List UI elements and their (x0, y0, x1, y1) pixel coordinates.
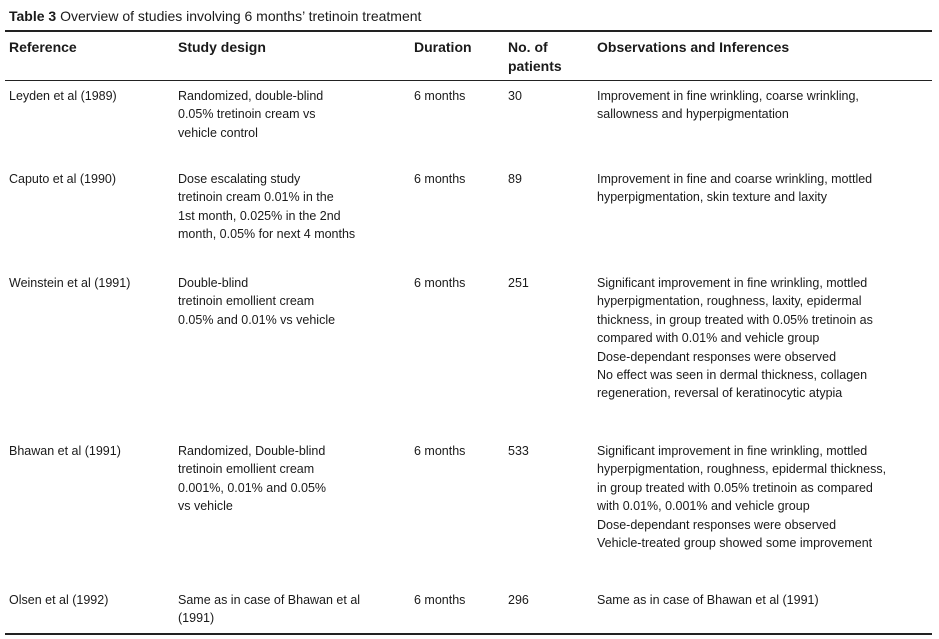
cell-study-design (178, 591, 360, 628)
cell-observations (597, 274, 873, 403)
cell-observations (597, 87, 859, 124)
cell-observations-line: Same as in case of Bhawan et al (1991) (597, 593, 819, 607)
cell-observations-line: Dose-dependant responses were observed (597, 349, 837, 364)
cell-duration-line: 6 months (414, 593, 466, 607)
cell-observations-line: Vehicle-treated group showed some improvement (597, 536, 873, 551)
cell-observations (597, 591, 819, 609)
cell-reference-line: Caputo et al (1990) (9, 172, 117, 186)
cell-observations-line: Significant improvement in fine wrinkling, mottled (597, 444, 868, 458)
cell-study-design-line: tretinoin emollient cream (178, 294, 315, 309)
cell-reference (9, 442, 121, 460)
cell-study-design-line: tretinoin emollient cream (178, 462, 315, 477)
cell-study-design (178, 87, 323, 142)
table-title: Overview of studies involving 6 months’ tretinoin treatment (60, 8, 422, 24)
cell-study-design-line: Same as in case of Bhawan et al (178, 593, 361, 607)
cell-study-design-line: (1991) (178, 611, 215, 626)
cell-reference-line: Leyden et al (1989) (9, 89, 117, 103)
cell-observations-line: thickness, in group treated with 0.05% tretinoin as (597, 312, 873, 327)
cell-study-design-line: Dose escalating study (178, 172, 301, 186)
table-number: Table 3 (9, 8, 57, 24)
cell-duration-line: 6 months (414, 276, 466, 290)
cell-no-of-patients-line: 251 (508, 276, 529, 290)
header-no-of-patients-line-1: No. of (508, 39, 548, 55)
cell-reference-line: Olsen et al (1992) (9, 593, 109, 607)
cell-duration (414, 87, 465, 105)
cell-reference (9, 591, 108, 609)
cell-study-design-line: Randomized, Double-blind (178, 444, 326, 458)
cell-observations (597, 170, 872, 207)
cell-observations-line: in group treated with 0.05% tretinoin as compared (597, 480, 873, 495)
header-study-design: Study design (178, 39, 266, 55)
cell-study-design (178, 170, 355, 244)
cell-observations-line: with 0.01%, 0.001% and vehicle group (597, 499, 810, 514)
cell-observations-line: hyperpigmentation, roughness, laxity, epidermal (597, 294, 862, 309)
cell-study-design-line: 1st month, 0.025% in the 2nd (178, 208, 341, 223)
cell-observations (597, 442, 886, 552)
cell-no-of-patients (508, 274, 529, 292)
cell-reference-line: Bhawan et al (1991) (9, 444, 121, 458)
cell-observations-line: Dose-dependant responses were observed (597, 517, 837, 532)
cell-duration (414, 591, 465, 609)
cell-no-of-patients-line: 296 (508, 593, 529, 607)
cell-study-design (178, 442, 326, 516)
header-observations: Observations and Inferences (597, 39, 790, 55)
cell-no-of-patients (508, 170, 522, 188)
cell-no-of-patients-line: 89 (508, 172, 522, 186)
cell-observations-line: compared with 0.01% and vehicle group (597, 331, 820, 346)
cell-study-design (178, 274, 335, 329)
cell-duration (414, 442, 465, 460)
header-rule (5, 80, 932, 81)
header-no-of-patients (508, 38, 562, 76)
cell-study-design-line: 0.05% and 0.01% vs vehicle (178, 312, 336, 327)
cell-reference (9, 87, 117, 105)
table-caption (9, 7, 421, 25)
cell-reference (9, 170, 116, 188)
header-duration: Duration (414, 39, 472, 55)
cell-observations-line: Improvement in fine and coarse wrinkling, mottled (597, 172, 873, 186)
top-rule (5, 30, 932, 32)
cell-observations-line: Significant improvement in fine wrinkling, mottled (597, 276, 868, 290)
cell-duration (414, 274, 465, 292)
cell-study-design-line: 0.001%, 0.01% and 0.05% (178, 480, 327, 495)
cell-study-design-line: Randomized, double-blind (178, 89, 324, 103)
cell-no-of-patients (508, 87, 522, 105)
cell-duration-line: 6 months (414, 444, 466, 458)
cell-study-design-line: vs vehicle (178, 499, 233, 514)
cell-observations-line: hyperpigmentation, roughness, epidermal thickness, (597, 462, 887, 477)
header-no-of-patients-line-2: patients (508, 58, 562, 74)
cell-reference (9, 274, 130, 292)
cell-study-design-line: 0.05% tretinoin cream vs (178, 107, 316, 122)
cell-study-design-line: month, 0.05% for next 4 months (178, 227, 356, 242)
cell-no-of-patients-line: 533 (508, 444, 529, 458)
cell-observations-line: hyperpigmentation, skin texture and laxity (597, 190, 827, 205)
cell-no-of-patients (508, 591, 529, 609)
cell-duration-line: 6 months (414, 89, 466, 103)
cell-observations-line: sallowness and hyperpigmentation (597, 107, 789, 122)
cell-no-of-patients (508, 442, 529, 460)
header-reference: Reference (9, 39, 77, 55)
cell-study-design-line: vehicle control (178, 125, 258, 140)
cell-reference-line: Weinstein et al (1991) (9, 276, 131, 290)
bottom-rule (5, 633, 932, 635)
cell-duration-line: 6 months (414, 172, 466, 186)
cell-study-design-line: tretinoin cream 0.01% in the (178, 190, 334, 205)
cell-observations-line: No effect was seen in dermal thickness, collagen (597, 368, 868, 383)
cell-duration (414, 170, 465, 188)
cell-observations-line: Improvement in fine wrinkling, coarse wrinkling, (597, 89, 859, 103)
cell-study-design-line: Double-blind (178, 276, 249, 290)
cell-observations-line: regeneration, reversal of keratinocytic atypia (597, 386, 843, 401)
cell-no-of-patients-line: 30 (508, 89, 522, 103)
